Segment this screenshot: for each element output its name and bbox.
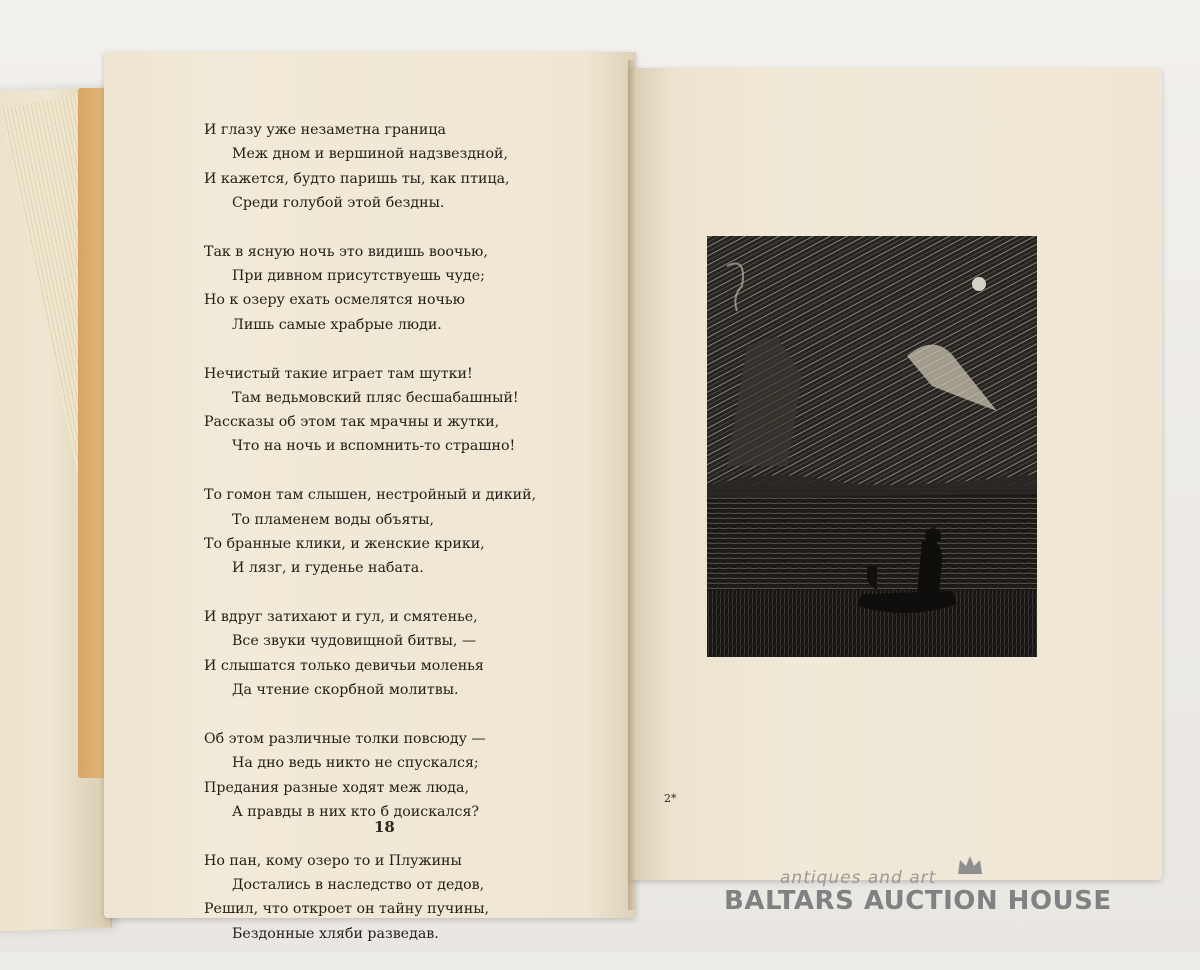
poem-line: Нечистый такие играет там шутки! [204,365,473,382]
poem-line: Все звуки чудовищной битвы, — [232,633,477,650]
poem-line: Предания разные ходят меж люда, [204,779,469,796]
watermark-tagline: antiques and art [780,868,937,888]
poem-line: Лишь самые храбрые люди. [232,316,442,333]
stanza-7 [204,849,584,946]
poem-text [204,118,584,970]
poem-line: Но к озеру ехать осмелятся ночью [204,292,465,309]
poem-line: То бранные клики, и женские крики, [204,535,485,552]
poem-line: А правды в них кто б доискался? [232,803,480,820]
poem-line: И вдруг затихают и гул, и смятенье, [204,609,478,626]
poem-line: Да чтение скорбной молитвы. [232,682,459,699]
poem-line: И глазу уже незаметна граница [204,122,446,138]
stanza-3 [204,362,584,459]
stanza-4 [204,483,584,580]
poem-line: Но пан, кому озеро то и Плужины [204,852,462,869]
crown-icon [956,854,984,876]
stanza-6 [204,727,584,824]
poem-line: Меж дном и вершиной надзвездной, [232,146,509,163]
poem-line: Среди голубой этой бездны. [232,194,445,211]
watermark-brand: BALTARS AUCTION HOUSE [724,886,1112,916]
poem-line: Что на ночь и вспомнить-то страшно! [232,438,516,455]
poem-line: Так в ясную ночь это видишь воочью, [204,243,488,260]
page-number: 18 [374,818,395,836]
poem-line: При дивном присутствуешь чуде; [232,268,485,285]
night-lake-engraving [707,236,1037,657]
poem-line: То гомон там слышен, нестройный и дикий, [204,487,537,504]
auction-house-watermark [724,866,1124,946]
signature-mark: 2* [664,792,677,805]
poem-line: Решил, что откроет он тайну пучины, [204,901,490,918]
poem-line: На дно ведь никто не спускался; [232,755,479,772]
poem-line: Рассказы об этом так мрачны и жутки, [204,414,500,431]
poem-line: Об этом различные толки повсюду — [204,730,486,747]
stanza-2 [204,240,584,337]
poem-line: И слышатся только девичьи моленья [204,657,484,674]
book-gutter [628,60,636,910]
poem-line: То пламенем воды объяты, [232,511,435,528]
poem-line: Достались в наследство от дедов, [232,876,485,893]
stanza-5 [204,605,584,702]
engraving-illustration [707,236,1037,657]
poem-line: И лязг, и гуденье набата. [232,560,424,577]
poem-line: Бездонные хляби разведав. [232,925,439,942]
poem-line: И кажется, будто паришь ты, как птица, [204,170,510,187]
stanza-1 [204,118,584,215]
poem-line: Там ведьмовский пляс бесшабашный! [232,389,519,406]
